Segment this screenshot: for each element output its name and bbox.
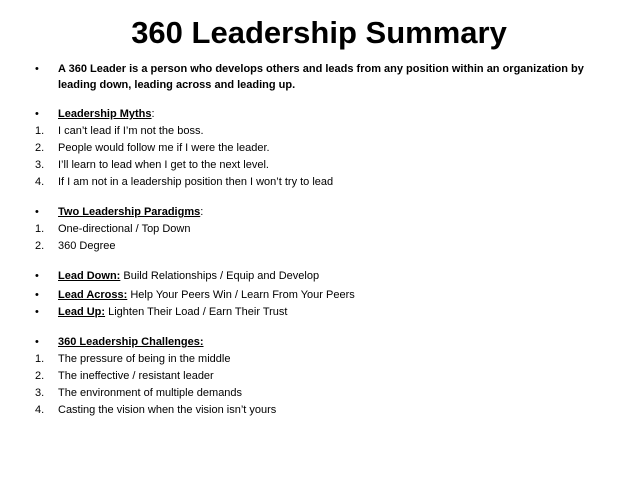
intro-line-1: A 360 Leader is a person who develops others and leads from any position within an organization by (58, 63, 584, 75)
direction-description: Lighten Their Load / Earn Their Trust (105, 306, 288, 318)
direction-description: Build Relationships / Equip and Develop (120, 270, 320, 282)
list-number: 2. (35, 142, 45, 154)
challenges-heading: 360 Leadership Challenges: (58, 336, 204, 348)
paradigms-item-text: One-directional / Top Down (58, 223, 191, 235)
list-number: 1. (35, 353, 45, 365)
myths-item-text: If I am not in a leadership position then I won’t try to lead (58, 176, 334, 188)
paradigms-heading-label: Two Leadership Paradigms (58, 206, 201, 218)
myths-item-text: I’ll learn to lead when I get to the next level. (58, 159, 269, 171)
paradigms-item-text: 360 Degree (58, 240, 116, 252)
direction-text (58, 287, 355, 303)
list-number: 3. (35, 387, 45, 399)
challenges-item-text: The pressure of being in the middle (58, 353, 231, 365)
direction-label: Lead Up: (58, 306, 106, 318)
myths-heading (58, 106, 155, 122)
myths-item-text: People would follow me if I were the leader. (58, 142, 270, 154)
direction-text (58, 304, 287, 320)
list-number: 2. (35, 370, 45, 382)
intro-line-2: leading down, leading across and leading up. (58, 79, 296, 91)
list-number: 3. (35, 159, 45, 171)
list-number: 2. (35, 240, 45, 252)
challenges-item-text: The ineffective / resistant leader (58, 370, 214, 382)
bullet-marker: • (35, 206, 39, 218)
paradigms-heading-colon: : (200, 206, 204, 218)
list-number: 4. (35, 404, 45, 416)
myths-heading-colon: : (151, 108, 155, 120)
direction-label: Lead Down: (58, 270, 121, 282)
list-number: 1. (35, 223, 45, 235)
paradigms-heading (58, 204, 203, 220)
bullet-marker: • (35, 270, 39, 282)
bullet-marker: • (35, 336, 39, 348)
direction-description: Help Your Peers Win / Learn From Your Peers (127, 289, 355, 301)
list-number: 1. (35, 125, 45, 137)
bullet-marker: • (35, 63, 39, 75)
direction-text (58, 268, 319, 284)
slide-title: 360 Leadership Summary (131, 15, 507, 50)
bullet-marker: • (35, 289, 39, 301)
bullet-marker: • (35, 108, 39, 120)
direction-label: Lead Across: (58, 289, 128, 301)
challenges-item-text: Casting the vision when the vision isn’t yours (58, 404, 277, 416)
myths-item-text: I can’t lead if I’m not the boss. (58, 125, 204, 137)
list-number: 4. (35, 176, 45, 188)
myths-heading-label: Leadership Myths (58, 108, 152, 120)
bullet-marker: • (35, 306, 39, 318)
challenges-item-text: The environment of multiple demands (58, 387, 243, 399)
